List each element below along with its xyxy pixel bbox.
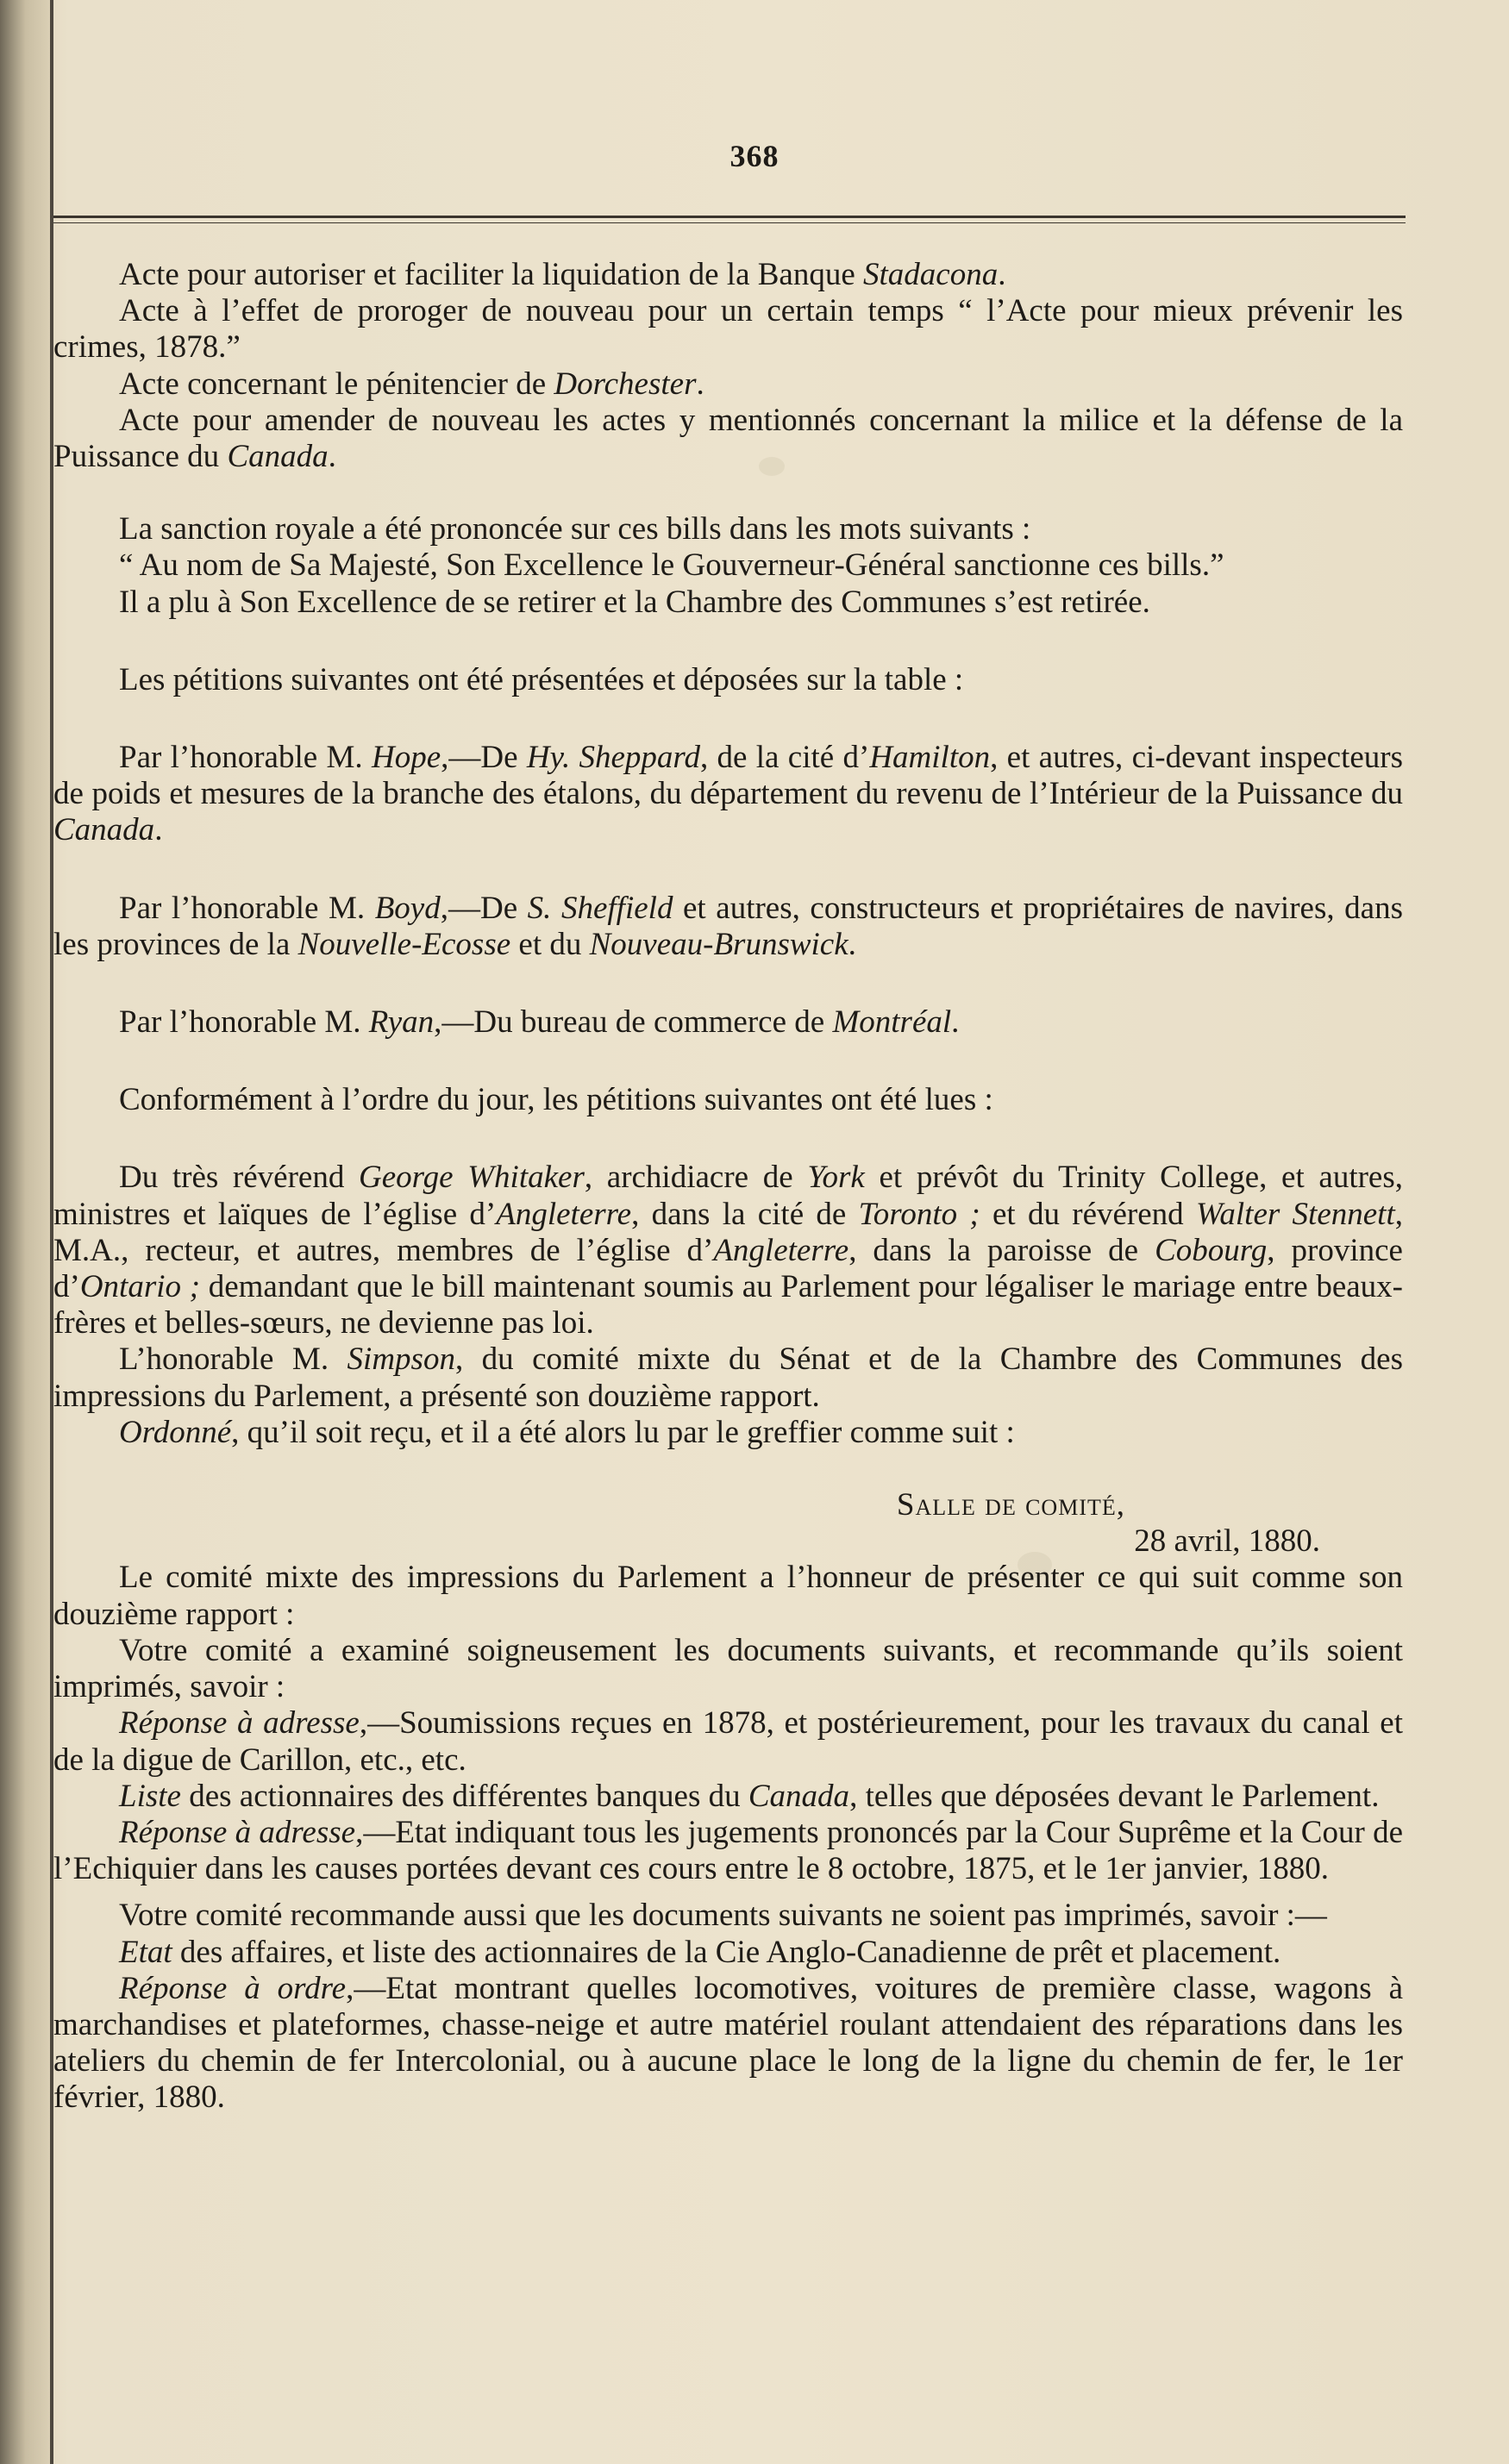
paragraph-report-intro: Le comité mixte des impressions du Parlement a l’honneur de présenter ce qui suit comme son douzième rapport :	[53, 1560, 1403, 1632]
paragraph-retirement: Il a plu à Son Excellence de se retirer et la Chambre des Communes s’est retirée.	[119, 584, 1150, 620]
paragraph-ordonne: Ordonné, qu’il soit reçu, et il a été alors lu par le greffier comme suit :	[119, 1414, 1015, 1450]
paragraph-act-crimes: Acte à l’effet de proroger de nouveau pour un certain temps “ l’Acte pour mieux prévenir les crimes, 1878.”	[53, 293, 1403, 366]
paragraph-act-milice: Acte pour amender de nouveau les actes y mentionnés concernant la milice et la défense de la Puissance du Canada.	[53, 402, 1403, 475]
paragraph-sanction-quote: “ Au nom de Sa Majesté, Son Excellence le Gouverneur-Général sanctionne ces bills.”	[119, 547, 1224, 584]
paragraph-petition-boyd: Par l’honorable M. Boyd,—De S. Sheffield et autres, constructeurs et propriétaires de navires, dans les provinces de la Nouvelle-Ecosse et du Nouveau-Brunswick.	[53, 890, 1403, 962]
paragraph-liste-actionnaires: Liste des actionnaires des différentes banques du Canada, telles que déposées devant le Parlement.	[119, 1778, 1380, 1814]
paragraph-sanction: La sanction royale a été prononcée sur ces bills dans les mots suivants :	[119, 511, 1031, 547]
paragraph-act-dorchester: Acte concernant le pénitencier de Dorchester.	[119, 366, 704, 402]
header-rule	[53, 216, 1406, 218]
paragraph-petitions-read: Conformément à l’ordre du jour, les pétitions suivantes ont été lues :	[119, 1082, 993, 1118]
paragraph-reponse-carillon: Réponse à adresse,—Soumissions reçues en 1878, et postérieurement, pour les travaux du canal et de la digue de Carillon, etc., etc.	[53, 1705, 1403, 1778]
paragraph-petition-whitaker: Du très révérend George Whitaker, archidiacre de York et prévôt du Trinity College, et autres, ministres et laïques de l’église d’Angleterre, dans la cité de Toronto ; et du révérend Walter Stennett, M.A., recteur, et autres, membres de l’église d’Angleterre, dans la paroisse de Cobourg, province d’Ontario ; demandant que le bill maintenant soumis au Parlement pour légaliser le mariage entre beaux-frères et belles-sœurs, ne devienne pas loi.	[53, 1160, 1404, 1341]
paragraph-reponse-locomotives: Réponse à ordre,—Etat montrant quelles locomotives, voitures de première classe, wagons à marchandises et plateformes, chasse-neige et autre matériel roulant attendaient des réparations dans les ateliers du chemin de fer Intercolonial, ou à aucune place le long de la ligne du chemin de fer, le 1er février, 1880.	[53, 1970, 1404, 2116]
paragraph-act-stadacona: Acte pour autoriser et faciliter la liquidation de la Banque Stadacona.	[119, 257, 1006, 292]
salle-de-comite: Salle de comité,	[896, 1487, 1125, 1523]
header-rule-thin	[53, 222, 1406, 223]
paragraph-reponse-jugements: Réponse à adresse,—Etat indiquant tous les jugements prononcés par la Cour Suprême et la Cour de l’Echiquier dans les causes portées devant ces cours entre le 8 octobre, 1875, et le 1er janvier, 1880.	[53, 1814, 1403, 1887]
paragraph-petition-ryan: Par l’honorable M. Ryan,—Du bureau de commerce de Montréal.	[119, 1004, 960, 1041]
page-number: 368	[729, 139, 780, 173]
paragraph-petition-hope: Par l’honorable M. Hope,—De Hy. Sheppard, de la cité d’Hamilton, et autres, ci-devant inspecteurs de poids et mesures de la branche des étalons, du département du revenu de l’Intérieur de la Puissance du Canada.	[53, 740, 1403, 848]
paragraph-etat-affaires: Etat des affaires, et liste des actionnaires de la Cie Anglo-Canadienne de prêt et placement.	[119, 1934, 1281, 1970]
page-body	[53, 257, 1403, 2117]
paragraph-recommend-print: Votre comité a examiné soigneusement les documents suivants, et recommande qu’ils soient imprimés, savoir :	[53, 1632, 1403, 1705]
paragraph-simpson-report: L’honorable M. Simpson, du comité mixte du Sénat et de la Chambre des Communes des impressions du Parlement, a présenté son douzième rapport.	[53, 1341, 1403, 1414]
book-binding-edge	[0, 0, 53, 2464]
paragraph-petitions-intro: Les pétitions suivantes ont été présentées et déposées sur la table :	[119, 661, 964, 697]
paragraph-recommend-not-print: Votre comité recommande aussi que les documents suivants ne soient pas imprimés, savoir :—	[119, 1898, 1327, 1934]
report-date: 28 avril, 1880.	[1134, 1523, 1320, 1560]
